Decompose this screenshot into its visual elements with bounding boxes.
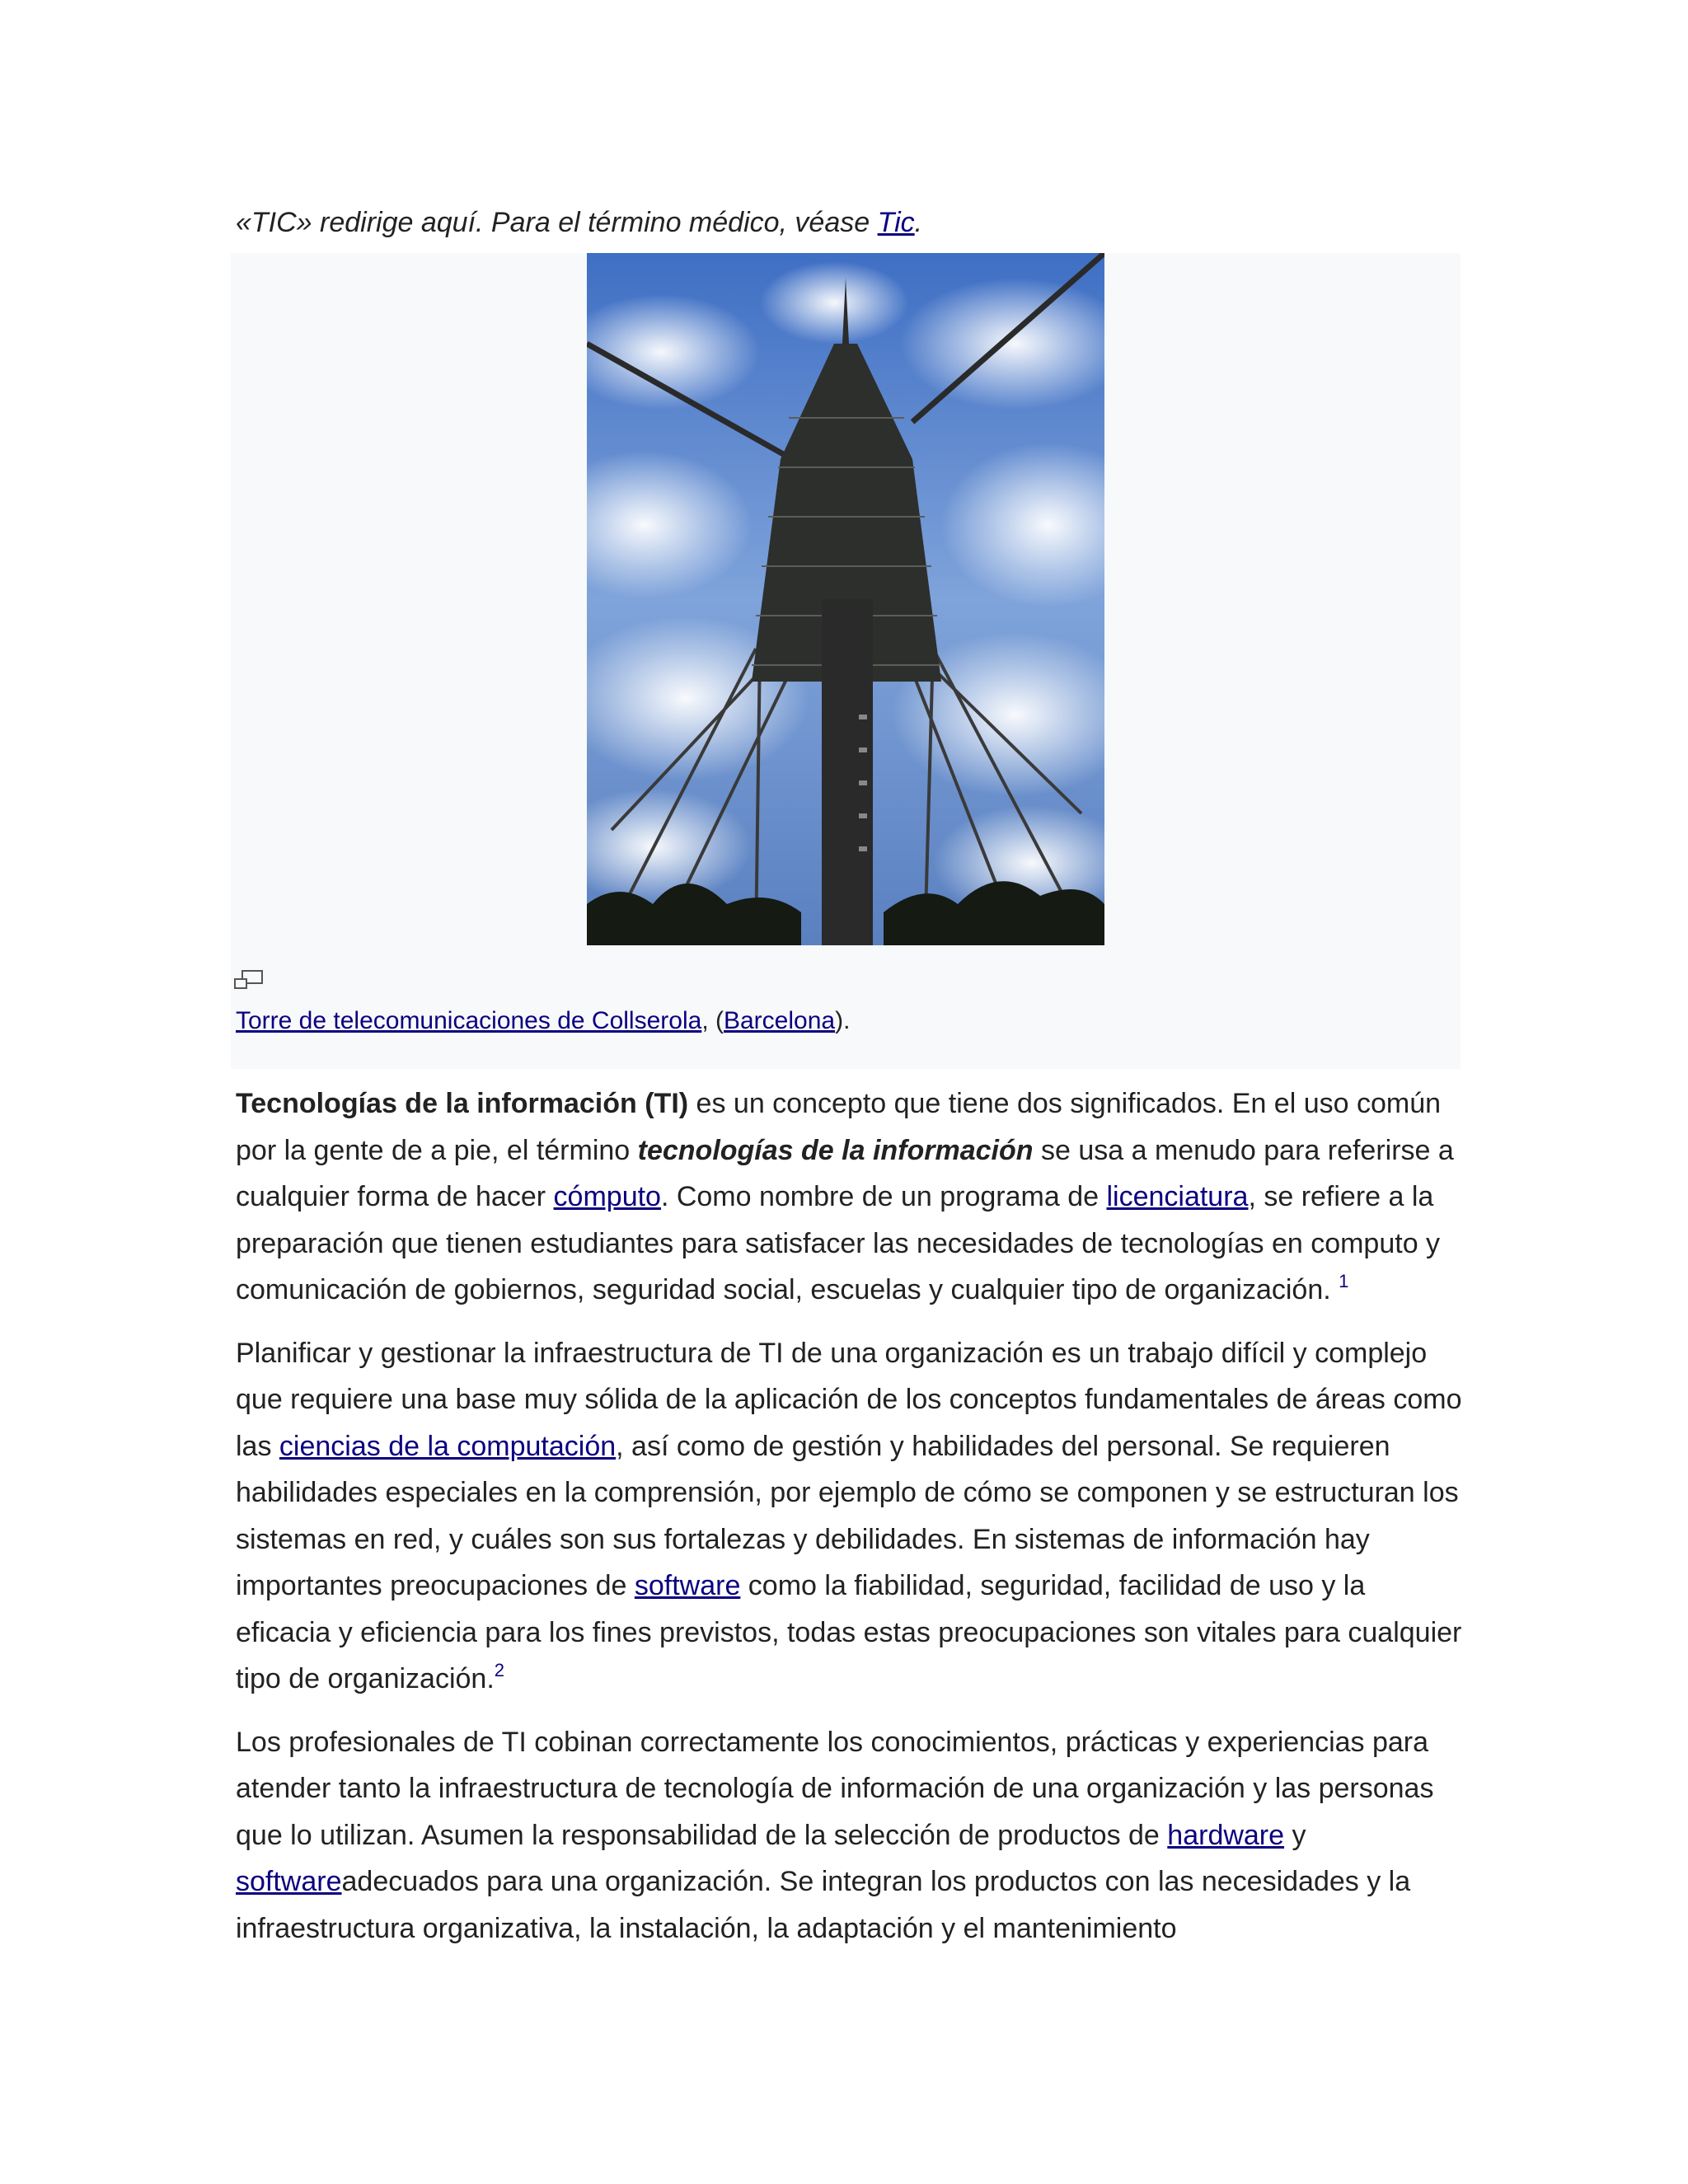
tower-photo[interactable] <box>587 253 1104 945</box>
paragraph-3 <box>236 1719 1464 1952</box>
ref-1-link[interactable]: 1 <box>1339 1271 1349 1291</box>
p3-text-3: adecuados para una organización. Se integran los productos con las necesidades y la infraestructura organizativa, la instalación, la adaptación y el mantenimiento <box>236 1866 1411 1944</box>
magnify-clip-icon[interactable] <box>232 968 265 993</box>
caption-end: ). <box>835 1007 851 1034</box>
p1-text-3: . Como nombre de un programa de <box>660 1181 1107 1212</box>
hatnote <box>236 202 1464 243</box>
p2-text-1: Planificar y gestionar la infraestructura de TI de una organización es un trabajo difícil y complejo que requiere una base muy sólida de la aplicación de los conceptos fundamentales de áreas como las <box>236 1337 1462 1462</box>
p1-text-1: es un concepto que tiene dos significados. En el uso común por la gente de a pie, el término <box>236 1088 1442 1166</box>
caption-link-barcelona[interactable]: Barcelona <box>723 1007 836 1034</box>
link-licenciatura[interactable]: licenciatura <box>1106 1181 1249 1212</box>
link-computo[interactable]: cómputo <box>553 1181 661 1212</box>
p1-text-2: se usa a menudo para referirse a cualquier forma de hacer <box>236 1134 1454 1212</box>
figure-thumbnail <box>231 253 1461 1069</box>
tower-photo-image <box>587 253 1104 945</box>
hatnote-link-tic[interactable]: Tic <box>877 207 915 238</box>
term-bold-italic: tecnologías de la información <box>637 1134 1034 1166</box>
hatnote-text: «TIC» redirige aquí. Para el término médico, véase <box>236 207 878 238</box>
link-ciencias-computacion[interactable]: ciencias de la computación <box>279 1430 617 1462</box>
p3-text-2: y <box>1284 1819 1306 1851</box>
p1-text-4: , se refiere a la preparación que tienen estudiantes para satisfacer las necesidades de tecnologías en computo y comunicación de gobiernos, seguridad social, escuelas y cualquier tipo de organización. <box>236 1181 1441 1305</box>
figure-caption <box>236 1005 850 1038</box>
p3-text-1: Los profesionales de TI cobinan correctamente los conocimientos, prácticas y experiencias para atender tanto la infraestructura de tecnología de información de una organización y las personas que lo utilizan. Asumen la responsabilidad de la selección de productos de <box>236 1726 1434 1851</box>
ref-2 <box>495 1660 504 1680</box>
ref-1 <box>1339 1271 1348 1291</box>
paragraph-2 <box>236 1330 1464 1703</box>
link-software[interactable]: software <box>634 1570 741 1601</box>
link-hardware[interactable]: hardware <box>1167 1819 1285 1851</box>
article-content <box>236 202 1464 1952</box>
paragraph-1 <box>236 1080 1464 1314</box>
ref-2-link[interactable]: 2 <box>494 1660 505 1680</box>
caption-link-torre[interactable]: Torre de telecomunicaciones de Collserola <box>236 1007 702 1034</box>
link-software-2[interactable]: software <box>236 1866 342 1897</box>
caption-mid: , ( <box>701 1007 724 1034</box>
p2-text-2: , así como de gestión y habilidades del personal. Se requieren habilidades especiales en la comprensión, por ejemplo de cómo se componen y se estructuran los sistemas en red, y cuáles son sus fortalezas y debilidades. En sistemas de información hay importantes preocupaciones de <box>236 1430 1459 1601</box>
p2-text-3: como la fiabilidad, seguridad, facilidad de uso y la eficacia y eficiencia para los fines previstos, todas estas preocupaciones son vitales para cualquier tipo de organización. <box>236 1570 1462 1694</box>
term-bold: Tecnologías de la información (TI) <box>236 1088 689 1119</box>
hatnote-end: . <box>914 207 923 238</box>
